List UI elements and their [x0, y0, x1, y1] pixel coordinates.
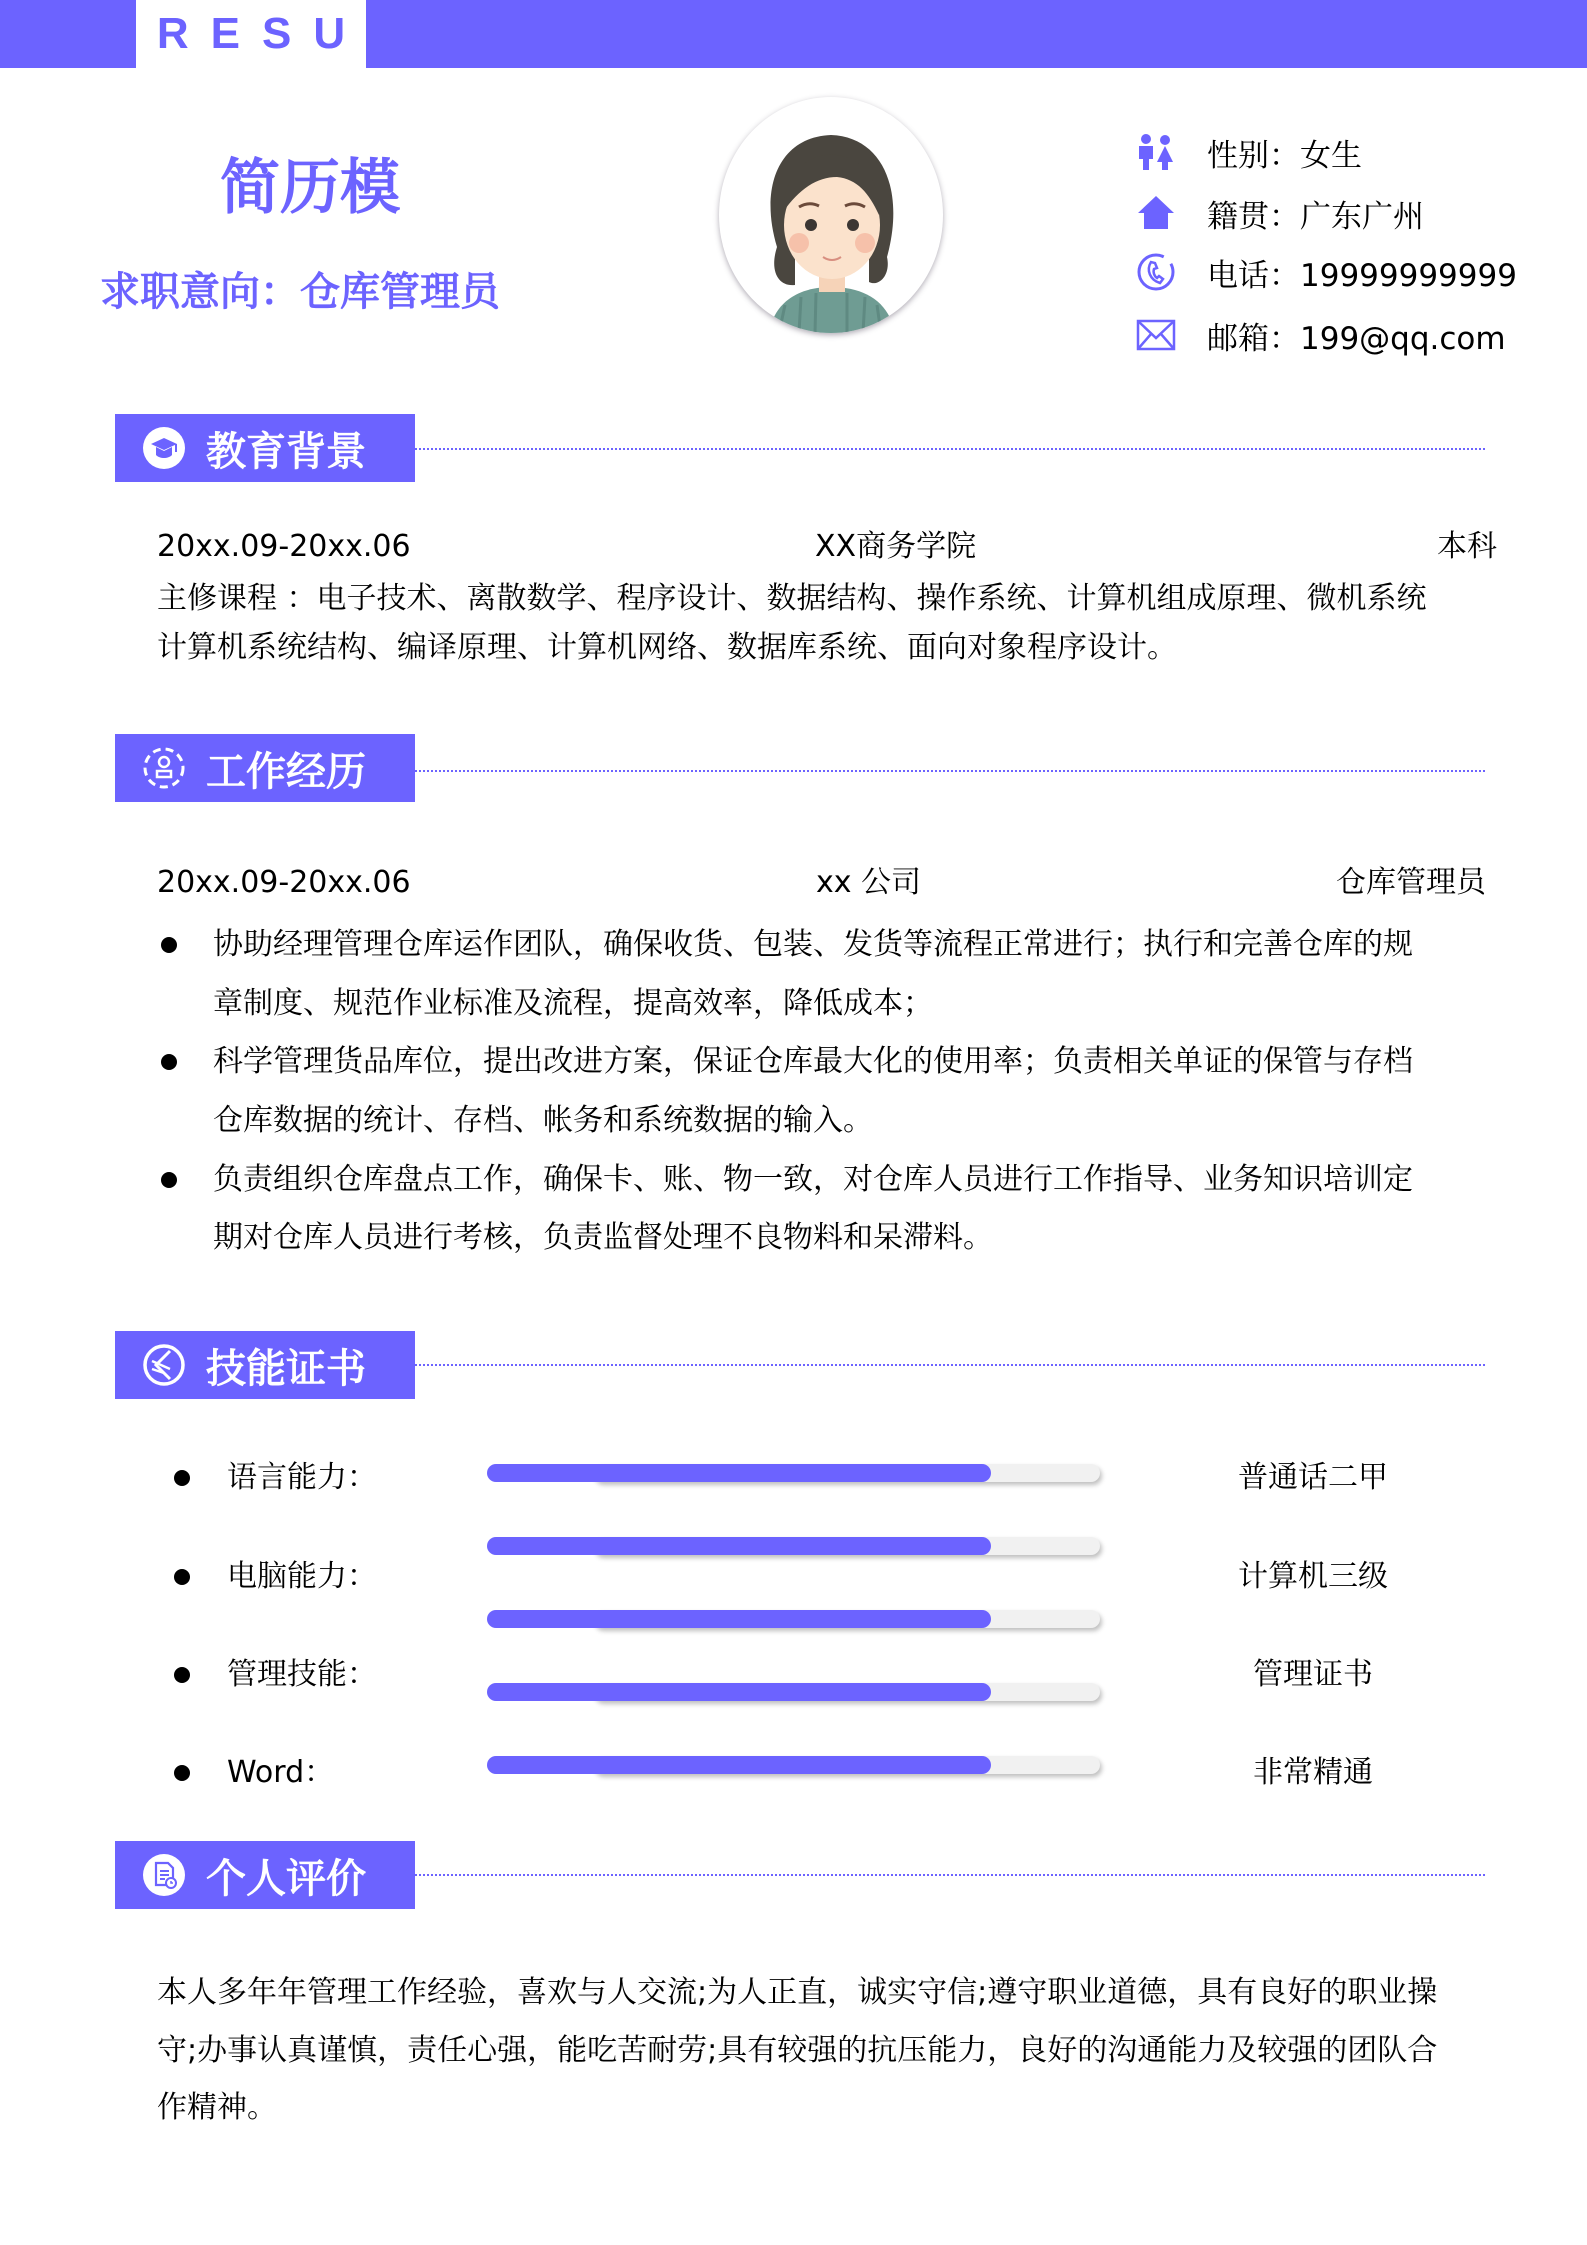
section-divider [415, 1874, 1485, 1876]
section-divider [415, 770, 1485, 772]
home-icon [1135, 192, 1177, 234]
gender-text: 性别：女生 [1207, 137, 1362, 174]
evaluation-line2: 守;办事认真谨慎，责任心强，能吃苦耐劳;具有较强的抗压能力，良好的沟通能力及较强的团队合 [157, 2033, 1438, 2068]
email-text: 邮箱：199@qq.com [1207, 320, 1506, 357]
section-header-work [115, 734, 415, 802]
contact-hometown [1135, 191, 1424, 235]
section-title: 个人评价 [206, 1855, 366, 1902]
skill-bar-fill [487, 1464, 991, 1482]
bullet-icon [161, 1054, 177, 1070]
bullet-icon [174, 1667, 190, 1683]
bullet-icon [174, 1765, 190, 1781]
person-badge-icon [142, 746, 186, 790]
skill-bar-fill [487, 1756, 991, 1774]
phone-text: 电话：19999999999 [1207, 257, 1517, 294]
contact-email[interactable] [1135, 313, 1506, 357]
avatar-illustration [719, 97, 943, 333]
education-courses-line1: 主修课程 ：电子技术、离散数学、程序设计、数据结构、操作系统、计算机组成原理、微机系统 [157, 581, 1427, 616]
section-title: 教育背景 [206, 428, 366, 475]
resume-tag: RESU [156, 9, 368, 58]
skill-label-management: 管理技能： [227, 1657, 377, 1692]
skill-label-computer: 电脑能力： [227, 1559, 377, 1594]
skill-bar-fill [487, 1610, 991, 1628]
work-bullet-2-line2: 仓库数据的统计、存档、帐务和系统数据的输入。 [213, 1103, 873, 1138]
skill-bar-fill [487, 1537, 991, 1555]
work-company: xx 公司 [816, 865, 922, 900]
bullet-icon [174, 1470, 190, 1486]
avatar [719, 97, 943, 333]
resume-tag-box [136, 0, 366, 68]
graduation-cap-icon [142, 426, 186, 470]
skill-value-management: 管理证书 [1253, 1657, 1373, 1692]
section-title: 工作经历 [206, 748, 366, 795]
phone-icon [1135, 251, 1177, 293]
section-header-education [115, 414, 415, 482]
work-bullet-2-line1: 科学管理货品库位，提出改进方案，保证仓库最大化的使用率；负责相关单证的保管与存档 [213, 1044, 1413, 1079]
bullet-icon [161, 1172, 177, 1188]
section-title: 技能证书 [206, 1345, 366, 1392]
page-title: 简历模 [220, 153, 400, 223]
work-period: 20xx.09-20xx.06 [157, 865, 411, 900]
work-role: 仓库管理员 [1336, 865, 1486, 900]
evaluation-line3: 作精神。 [157, 2090, 277, 2125]
hometown-text: 籍贯：广东广州 [1207, 198, 1424, 235]
contact-gender [1135, 130, 1362, 174]
education-degree: 本科 [1437, 529, 1497, 564]
education-period: 20xx.09-20xx.06 [157, 529, 411, 564]
section-header-skills [115, 1331, 415, 1399]
skill-label-word: Word： [227, 1755, 335, 1790]
contact-phone[interactable] [1135, 250, 1517, 294]
skill-label-language: 语言能力： [227, 1460, 377, 1495]
section-divider [415, 448, 1485, 450]
work-bullet-3-line1: 负责组织仓库盘点工作，确保卡、账、物一致，对仓库人员进行工作指导、业务知识培训定 [213, 1162, 1413, 1197]
section-divider [415, 1364, 1485, 1366]
section-header-evaluation [115, 1841, 415, 1909]
skills-icon [142, 1343, 186, 1387]
bullet-icon [174, 1569, 190, 1585]
work-bullet-1-line1: 协助经理管理仓库运作团队，确保收货、包装、发货等流程正常进行；执行和完善仓库的规 [213, 927, 1413, 962]
evaluation-line1: 本人多年年管理工作经验，喜欢与人交流;为人正直，诚实守信;遵守职业道德，具有良好的职业操 [157, 1975, 1438, 2010]
education-school: XX商务学院 [815, 529, 977, 564]
skill-value-language: 普通话二甲 [1238, 1460, 1388, 1495]
education-courses-line2: 计算机系统结构、编译原理、计算机网络、数据库系统、面向对象程序设计。 [157, 630, 1177, 665]
skill-bar-fill [487, 1683, 991, 1701]
work-bullet-1-line2: 章制度、规范作业标准及流程，提高效率，降低成本； [213, 986, 933, 1021]
mail-icon [1135, 314, 1177, 356]
bullet-icon [161, 937, 177, 953]
document-clock-icon [142, 1853, 186, 1897]
skill-value-word: 非常精通 [1253, 1755, 1373, 1790]
people-icon [1135, 131, 1177, 173]
job-objective: 求职意向：仓库管理员 [100, 269, 500, 315]
skill-value-computer: 计算机三级 [1238, 1559, 1388, 1594]
work-bullet-3-line2: 期对仓库人员进行考核，负责监督处理不良物料和呆滞料。 [213, 1220, 993, 1255]
